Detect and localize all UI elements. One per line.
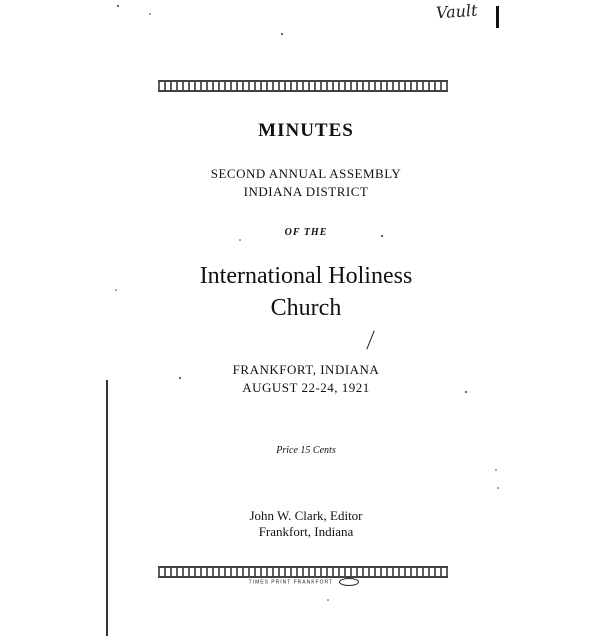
speck: [179, 377, 181, 379]
speck: [149, 13, 151, 15]
speck: [497, 487, 499, 489]
district-line: INDIANA DISTRICT: [243, 184, 369, 199]
handwritten-vault-note: Vault: [435, 0, 479, 23]
speck: [465, 391, 467, 393]
cover-heading: MINUTES: [258, 120, 354, 141]
printer-mark-text: TIMES PRINT FRANKFORT: [248, 579, 333, 586]
speck: [495, 469, 497, 471]
of-the-line: OF THE: [284, 227, 328, 238]
speck: [381, 235, 383, 237]
speck: [239, 239, 241, 241]
price-line: Price 15 Cents: [276, 445, 336, 456]
speck: [281, 33, 283, 35]
church-name-line1: International Holiness: [199, 263, 413, 289]
editor-city-line: Frankfort, Indiana: [258, 524, 354, 539]
church-name-line2: Church: [270, 295, 342, 321]
speck: [117, 5, 119, 7]
editor-line: John W. Clark, Editor: [249, 508, 363, 523]
speck: [327, 599, 329, 601]
speck: [115, 289, 117, 291]
dates-line: AUGUST 22-24, 1921: [242, 380, 370, 395]
assembly-line: SECOND ANNUAL ASSEMBLY: [210, 166, 402, 181]
location-line: FRANKFORT, INDIANA: [232, 362, 380, 377]
